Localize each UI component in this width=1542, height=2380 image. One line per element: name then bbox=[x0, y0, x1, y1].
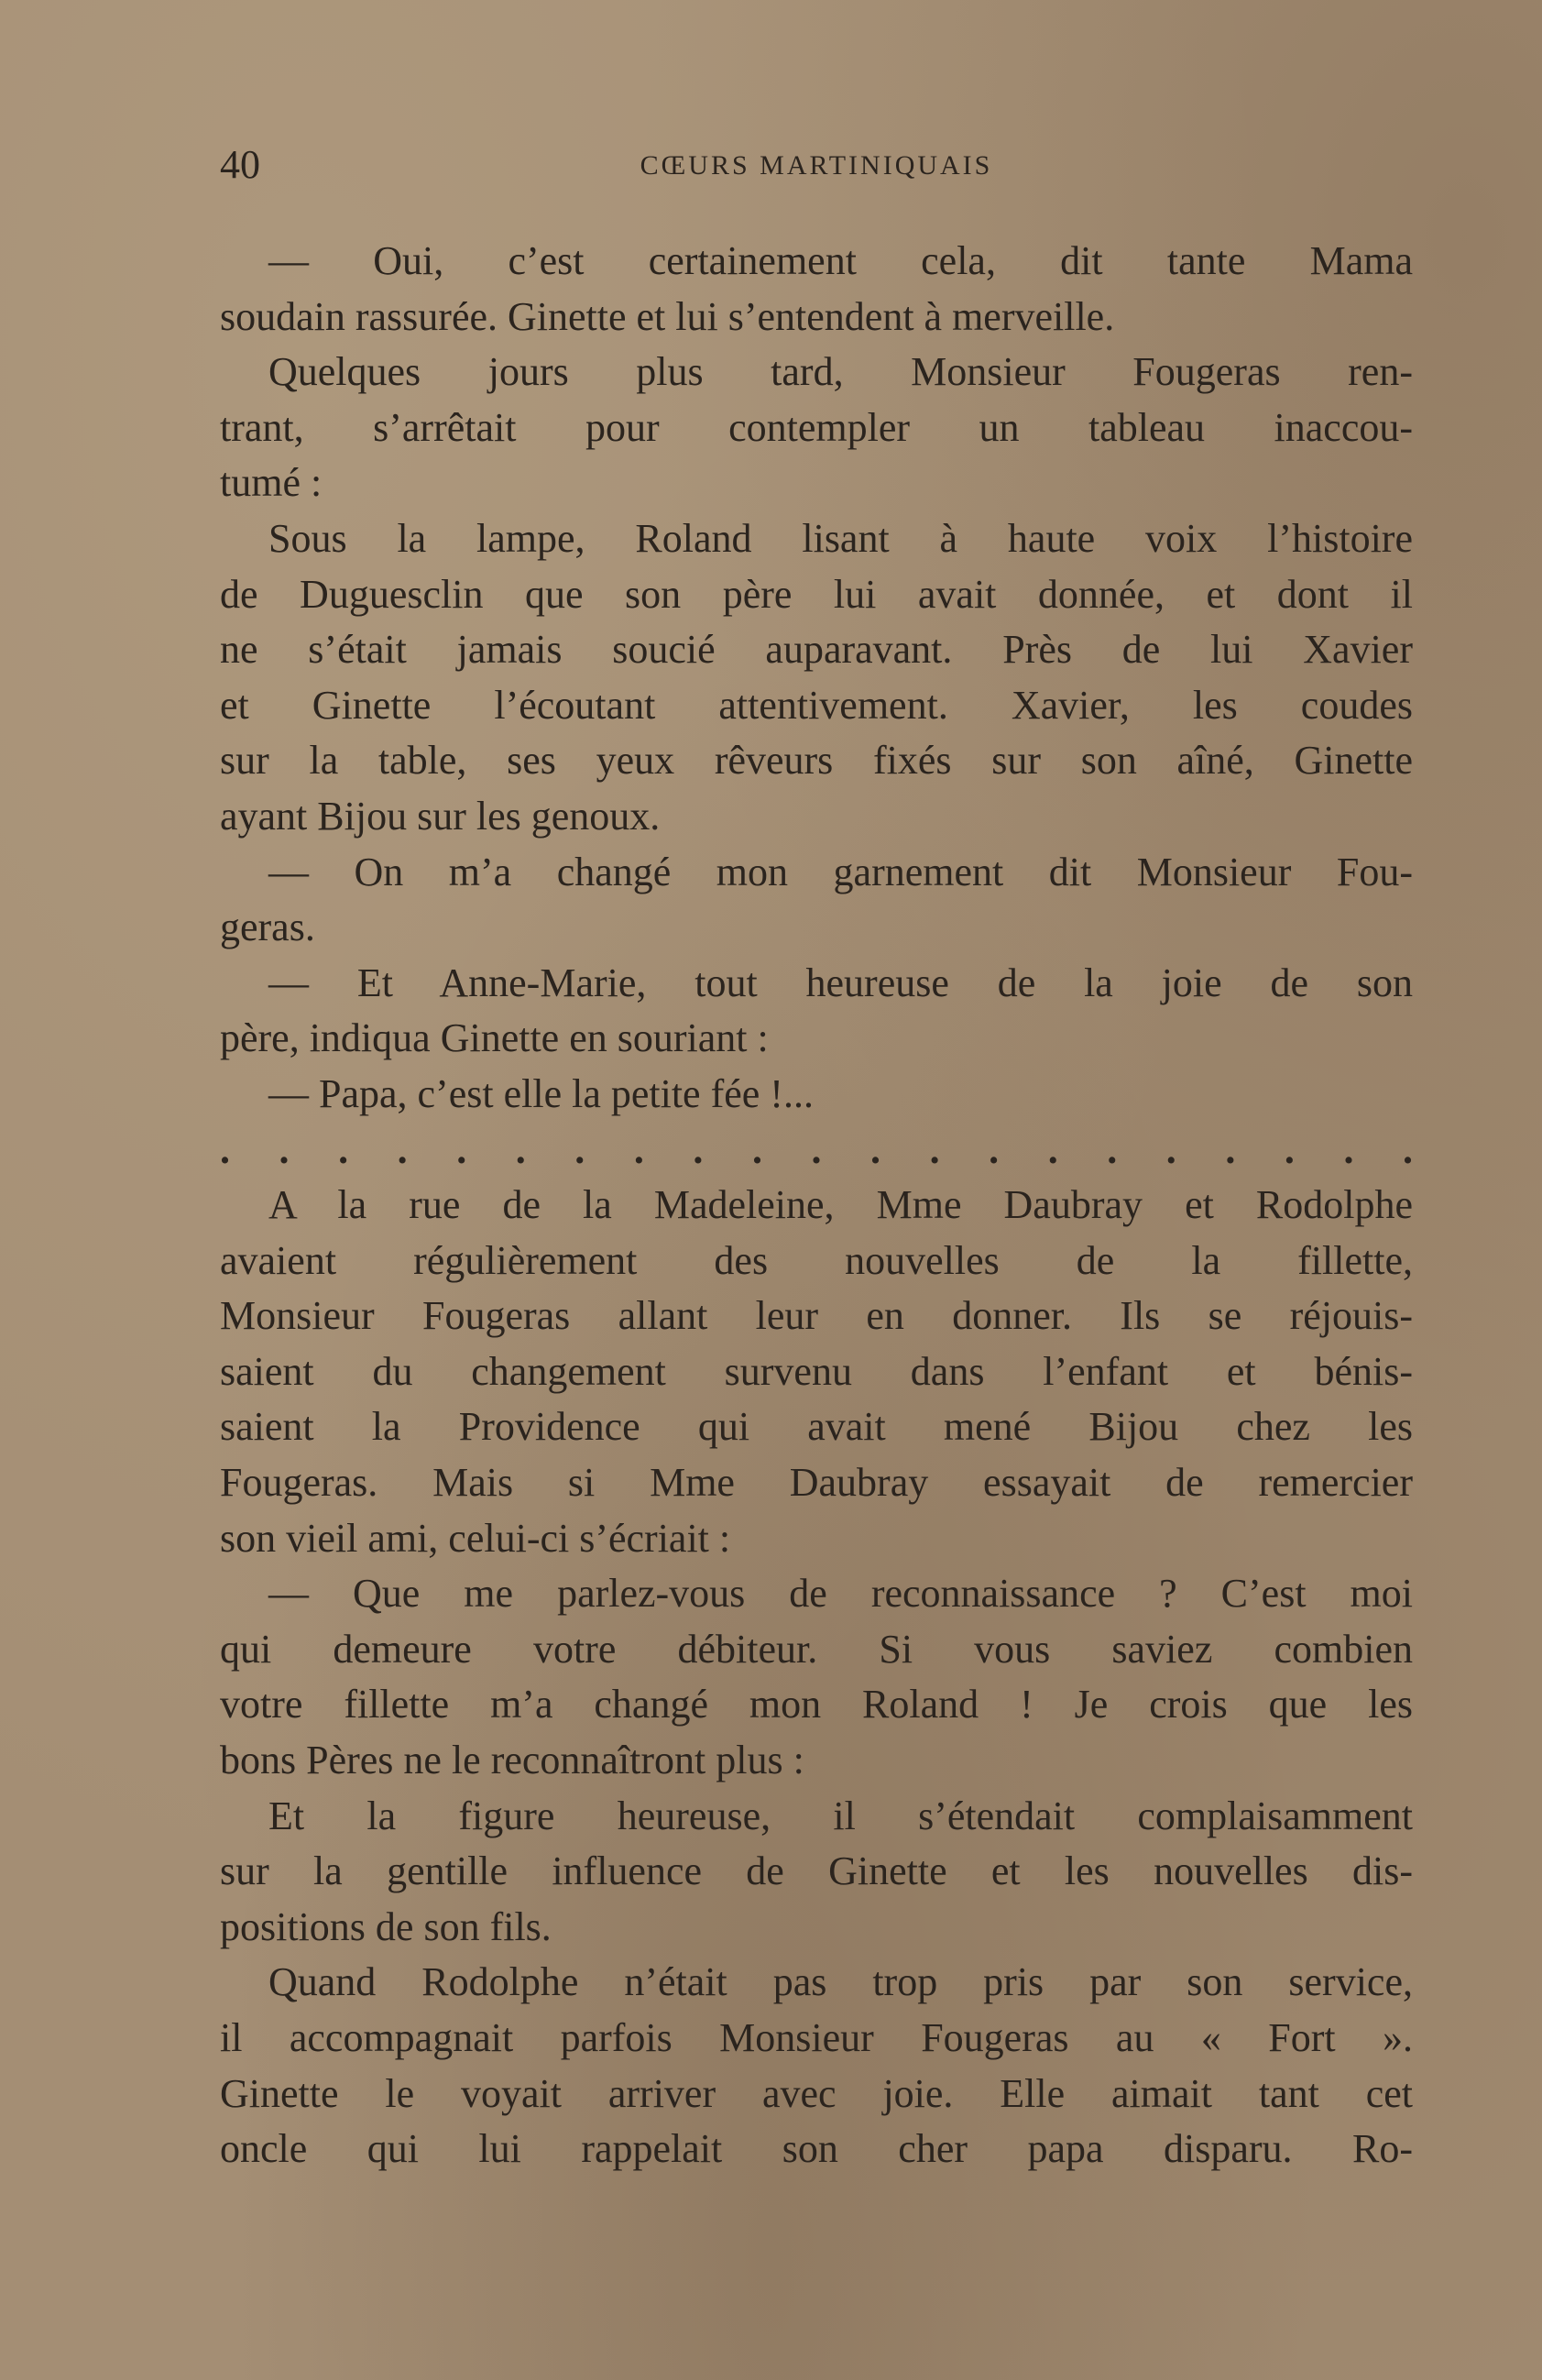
text-line: positions de son fils. bbox=[220, 1903, 552, 1949]
text-line: — Papa, c’est elle la petite fée !... bbox=[268, 1070, 814, 1116]
paragraph bbox=[220, 1067, 1413, 1123]
page-number: 40 bbox=[220, 142, 260, 187]
text-line: de Duguesclin que son père lui avait donnée, et dont il bbox=[220, 571, 1413, 617]
text-line: sur la gentille influence de Ginette et les nouvelles dis- bbox=[220, 1848, 1413, 1894]
text-line: trant, s’arrêtait pour contempler un tableau inaccou- bbox=[220, 404, 1413, 450]
text-line: il accompagnait parfois Monsieur Fougeras au « Fort ». bbox=[220, 2015, 1413, 2060]
paragraph bbox=[220, 1789, 1413, 1956]
text-line: saient du changement survenu dans l’enfant et bénis- bbox=[220, 1348, 1413, 1394]
page-header bbox=[220, 137, 1413, 192]
text-line: geras. bbox=[220, 905, 315, 950]
paragraph bbox=[220, 1955, 1413, 2177]
paragraph bbox=[220, 845, 1413, 956]
text-line: oncle qui lui rappelait son cher papa disparu. Ro- bbox=[220, 2126, 1413, 2172]
text-line: qui demeure votre débiteur. Si vous saviez combien bbox=[220, 1626, 1413, 1672]
paragraph bbox=[220, 345, 1413, 511]
text-line: tumé : bbox=[220, 460, 323, 506]
text-line: — Oui, c’est certainement cela, dit tante Mama bbox=[268, 238, 1413, 283]
text-line: Et la figure heureuse, il s’étendait complaisamment bbox=[268, 1793, 1413, 1838]
text-line: — Que me parlez-vous de reconnaissance ? C’est moi bbox=[268, 1571, 1413, 1617]
text-line: — Et Anne-Marie, tout heureuse de la joie de son bbox=[268, 960, 1413, 1005]
paragraph bbox=[220, 511, 1413, 845]
paragraph bbox=[220, 1566, 1413, 1788]
text-line: A la rue de la Madeleine, Mme Daubray et Rodolphe bbox=[268, 1182, 1413, 1228]
separator-dots: . . . . . . . . . . . . . . . . . . . . . bbox=[220, 1126, 1413, 1172]
text-line: sur la table, ses yeux rêveurs fixés sur son aîné, Ginette bbox=[220, 738, 1413, 784]
text-line: soudain rassurée. Ginette et lui s’entendent à merveille. bbox=[220, 293, 1115, 339]
running-title: CŒURS MARTINIQUAIS bbox=[640, 150, 993, 181]
paragraph bbox=[220, 234, 1413, 345]
text-line: votre fillette m’a changé mon Roland ! Je crois que les bbox=[220, 1682, 1413, 1727]
text-line: Quand Rodolphe n’était pas trop pris par son service, bbox=[268, 1959, 1413, 2005]
text-line: Monsieur Fougeras allant leur en donner. Ils se réjouis- bbox=[220, 1293, 1413, 1339]
text-line: Quelques jours plus tard, Monsieur Fougeras ren- bbox=[268, 349, 1413, 395]
text-line: son vieil ami, celui-ci s’écriait : bbox=[220, 1515, 731, 1561]
text-line: père, indiqua Ginette en souriant : bbox=[220, 1015, 769, 1061]
text-line: ayant Bijou sur les genoux. bbox=[220, 793, 661, 839]
text-line: saient la Providence qui avait mené Bijou chez les bbox=[220, 1404, 1413, 1450]
text-line: — On m’a changé mon garnement dit Monsieur Fou- bbox=[268, 849, 1413, 894]
text-line: avaient régulièrement des nouvelles de la fillette, bbox=[220, 1237, 1413, 1283]
paragraph bbox=[220, 956, 1413, 1067]
text-line: et Ginette l’écoutant attentivement. Xavier, les coudes bbox=[220, 682, 1413, 728]
text-line: ne s’était jamais soucié auparavant. Près de lui Xavier bbox=[220, 627, 1413, 673]
text-line: Fougeras. Mais si Mme Daubray essayait de remercier bbox=[220, 1460, 1413, 1506]
paragraph bbox=[220, 1178, 1413, 1566]
body-text bbox=[220, 234, 1413, 2177]
text-line: Ginette le voyait arriver avec joie. Elle aimait tant cet bbox=[220, 2070, 1413, 2116]
text-line: bons Pères ne le reconnaîtront plus : bbox=[220, 1738, 804, 1783]
text-line: Sous la lampe, Roland lisant à haute voix l’histoire bbox=[268, 515, 1413, 561]
section-separator bbox=[220, 1123, 1413, 1179]
